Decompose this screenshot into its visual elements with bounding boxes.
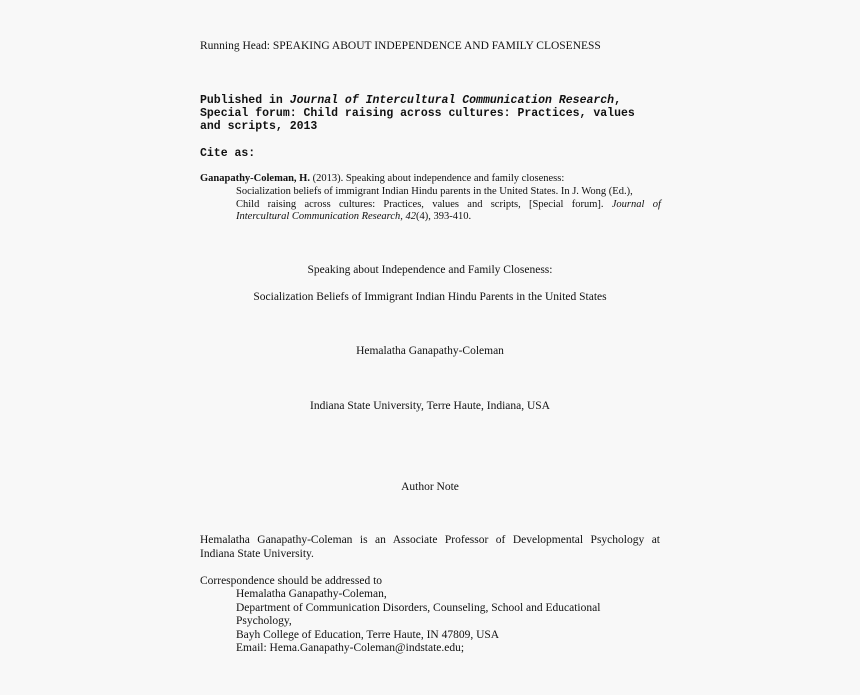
bio-line-2: Indiana State University. <box>200 548 314 560</box>
citation-word: values <box>432 199 460 210</box>
affiliation: Indiana State University, Terre Haute, Indiana, USA <box>310 400 550 412</box>
published-suffix: , <box>614 94 621 107</box>
citation-word: [Special <box>529 199 564 210</box>
title-line-2: Socialization Beliefs of Immigrant Indian Hindu Parents in the United States <box>253 291 607 303</box>
citation-line-4-rest: (4), 393-410. <box>416 211 472 222</box>
cite-as-label: Cite as: <box>200 147 256 160</box>
correspondence-line: Bayh College of Education, Terre Haute, IN 47809, USA <box>236 629 500 641</box>
correspondence-intro: Correspondence should be addressed to <box>200 575 383 587</box>
correspondence-line: Hemalatha Ganapathy-Coleman, <box>236 588 387 600</box>
citation-author: Ganapathy-Coleman, H. <box>200 173 310 184</box>
citation-word: of <box>652 199 661 210</box>
correspondence-email: Email: Hema.Ganapathy-Coleman@indstate.edu; <box>236 642 465 654</box>
published-line-1 <box>200 94 621 107</box>
published-line-3: and scripts, 2013 <box>200 120 318 133</box>
citation-word: and <box>467 199 483 210</box>
citation-word: Practices, <box>383 199 424 210</box>
citation-word: Child <box>236 199 260 210</box>
citation-journal: Intercultural Communication Research, 42 <box>236 211 417 222</box>
correspondence-line: Psychology, <box>236 615 292 627</box>
running-head: Running Head: SPEAKING ABOUT INDEPENDENCE AND FAMILY CLOSENESS <box>200 40 601 52</box>
citation-line-4 <box>236 211 471 222</box>
citation-line-2: Socialization beliefs of immigrant Indian Hindu parents in the United States. In J. Wong (Ed.), <box>236 186 633 197</box>
citation-line-1-rest: (2013). Speaking about independence and family closeness: <box>309 173 565 184</box>
published-line-2: Special forum: Child raising across cultures: Practices, values <box>200 107 635 120</box>
citation-word: scripts, <box>490 199 521 210</box>
citation-word: Journal <box>611 199 645 210</box>
published-journal: Journal of Intercultural Communication Research <box>289 94 615 107</box>
citation-word: raising <box>267 199 297 210</box>
citation-word: across <box>304 199 331 210</box>
bio-line-1: Hemalatha Ganapathy-Coleman is an Associate Professor of Developmental Psychology at <box>200 534 660 546</box>
author-name: Hemalatha Ganapathy-Coleman <box>356 345 504 357</box>
citation-word: cultures: <box>338 199 376 210</box>
citation-word: forum]. <box>571 199 604 210</box>
correspondence-line: Department of Communication Disorders, Counseling, School and Educational <box>236 602 601 614</box>
title-line-1: Speaking about Independence and Family Closeness: <box>307 264 553 276</box>
author-note-heading: Author Note <box>401 481 459 493</box>
citation-line-3 <box>236 199 661 210</box>
published-prefix: Published in <box>200 94 290 107</box>
citation-line-1 <box>200 173 564 184</box>
